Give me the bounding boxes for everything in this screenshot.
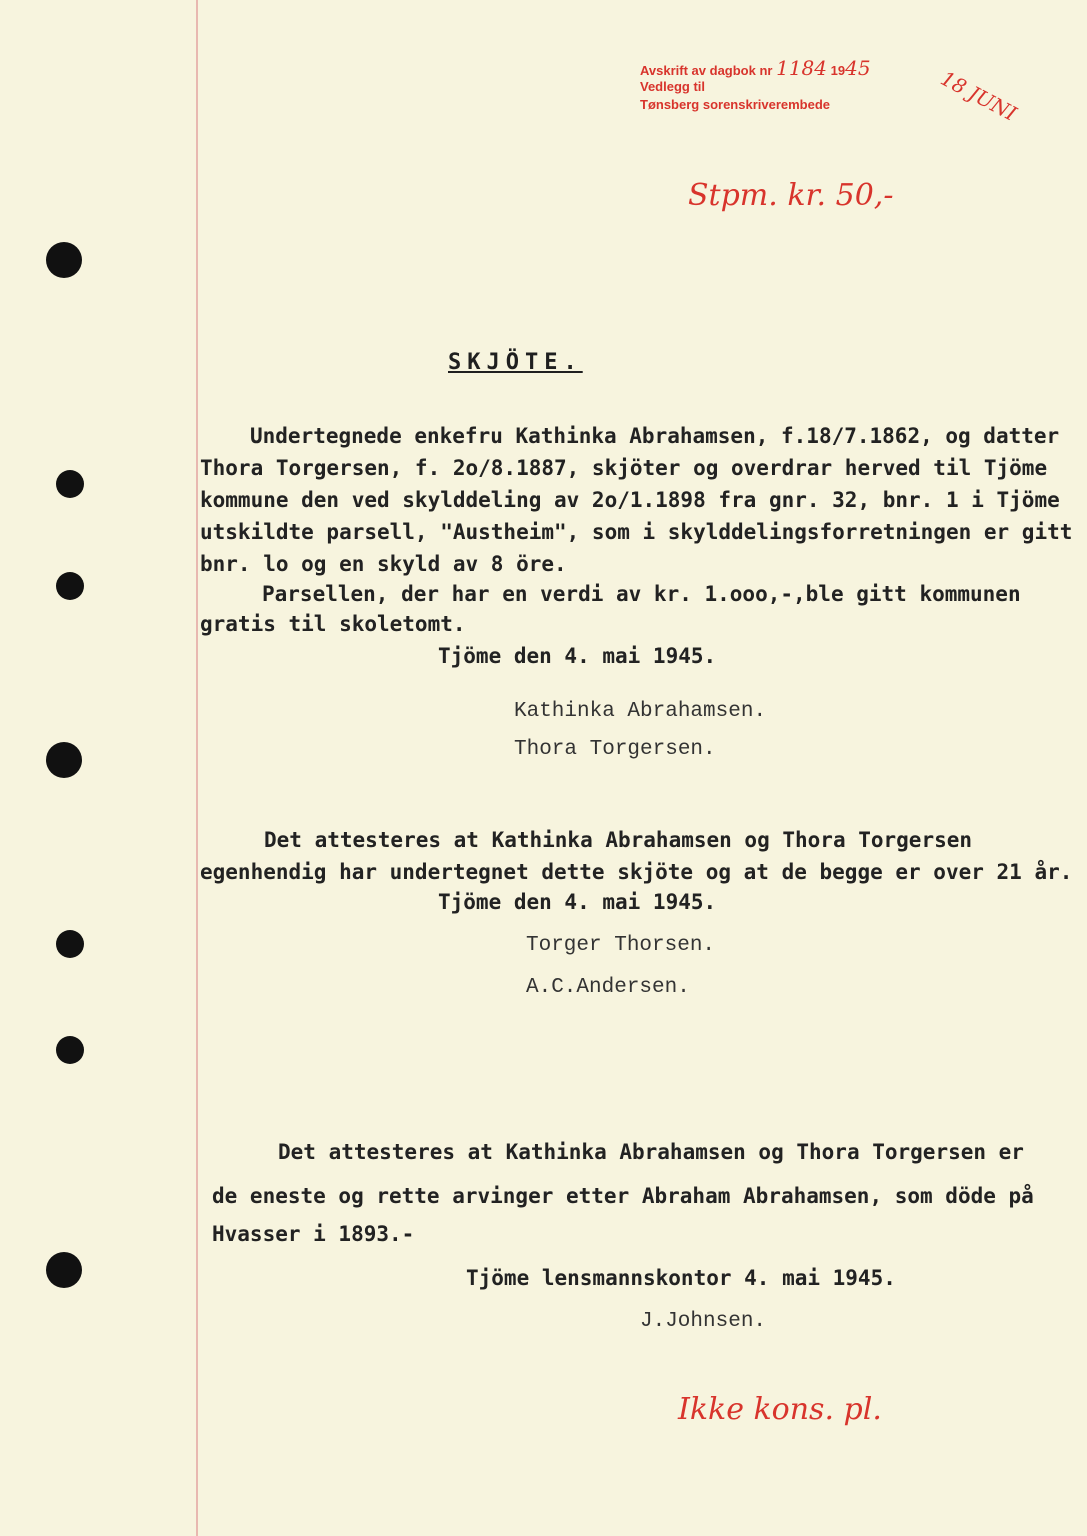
- attest1-place-date: Tjöme den 4. mai 1945.: [438, 890, 717, 914]
- stamp-line1-prefix: Avskrift av: [640, 63, 706, 78]
- punch-hole: [56, 930, 84, 958]
- body-line: Parsellen, der har en verdi av kr. 1.ooo,-,ble gitt kommunen: [262, 582, 1021, 606]
- document-title: SKJÖTE.: [448, 350, 583, 375]
- stamp-line1-mid: dagbok nr: [709, 63, 773, 78]
- punch-hole: [56, 572, 84, 600]
- body-line: kommune den ved skylddeling av 2o/1.1898 fra gnr. 32, bnr. 1 i Tjöme: [200, 488, 1060, 512]
- bottom-note: Ikke kons. pl.: [678, 1392, 882, 1427]
- stamp-year-prefix: 19: [830, 63, 846, 78]
- punch-hole: [46, 1252, 82, 1288]
- fee-note: Stpm. kr. 50,-: [688, 178, 894, 213]
- body-line: bnr. lo og en skyld av 8 öre.: [200, 552, 567, 576]
- punch-hole: [56, 470, 84, 498]
- body-line: utskildte parsell, "Austheim", som i skylddelingsforretningen er gitt: [200, 520, 1073, 544]
- punch-hole: [46, 242, 82, 278]
- body-line: Thora Torgersen, f. 2o/8.1887, skjöter og overdrar herved til Tjöme: [200, 456, 1048, 480]
- attest1-line: Det attesteres at Kathinka Abrahamsen og Thora Torgersen: [264, 828, 973, 852]
- attest2-line: de eneste og rette arvinger etter Abraham Abrahamsen, som döde på: [212, 1184, 1034, 1208]
- stamp-year: 45: [845, 56, 871, 80]
- attest1-line: egenhendig har undertegnet dette skjöte og at de begge er over 21 år.: [200, 860, 1073, 884]
- signature: Kathinka Abrahamsen.: [514, 700, 767, 723]
- stamp-line2: Vedlegg til: [640, 79, 706, 94]
- signature: Torger Thorsen.: [526, 934, 716, 957]
- attest2-place-date: Tjöme lensmannskontor 4. mai 1945.: [466, 1266, 896, 1290]
- stamp-date: 18 JUNI: [936, 66, 1021, 126]
- signature: Thora Torgersen.: [514, 738, 716, 761]
- attest2-line: Hvasser i 1893.-: [212, 1222, 415, 1246]
- body-line: Undertegnede enkefru Kathinka Abrahamsen, f.18/7.1862, og datter: [250, 424, 1060, 448]
- signature: A.C.Andersen.: [526, 976, 690, 999]
- body-place-date: Tjöme den 4. mai 1945.: [438, 644, 717, 668]
- margin-line: [196, 0, 198, 1536]
- signature: J.Johnsen.: [640, 1310, 767, 1333]
- registry-stamp: [640, 56, 871, 113]
- stamp-number: 1184: [776, 56, 827, 80]
- body-line: gratis til skoletomt.: [200, 612, 466, 636]
- attest2-line: Det attesteres at Kathinka Abrahamsen og Thora Torgersen er: [278, 1140, 1024, 1164]
- punch-hole: [46, 742, 82, 778]
- punch-hole: [56, 1036, 84, 1064]
- stamp-line3: Tønsberg sorenskriverembede: [640, 97, 831, 112]
